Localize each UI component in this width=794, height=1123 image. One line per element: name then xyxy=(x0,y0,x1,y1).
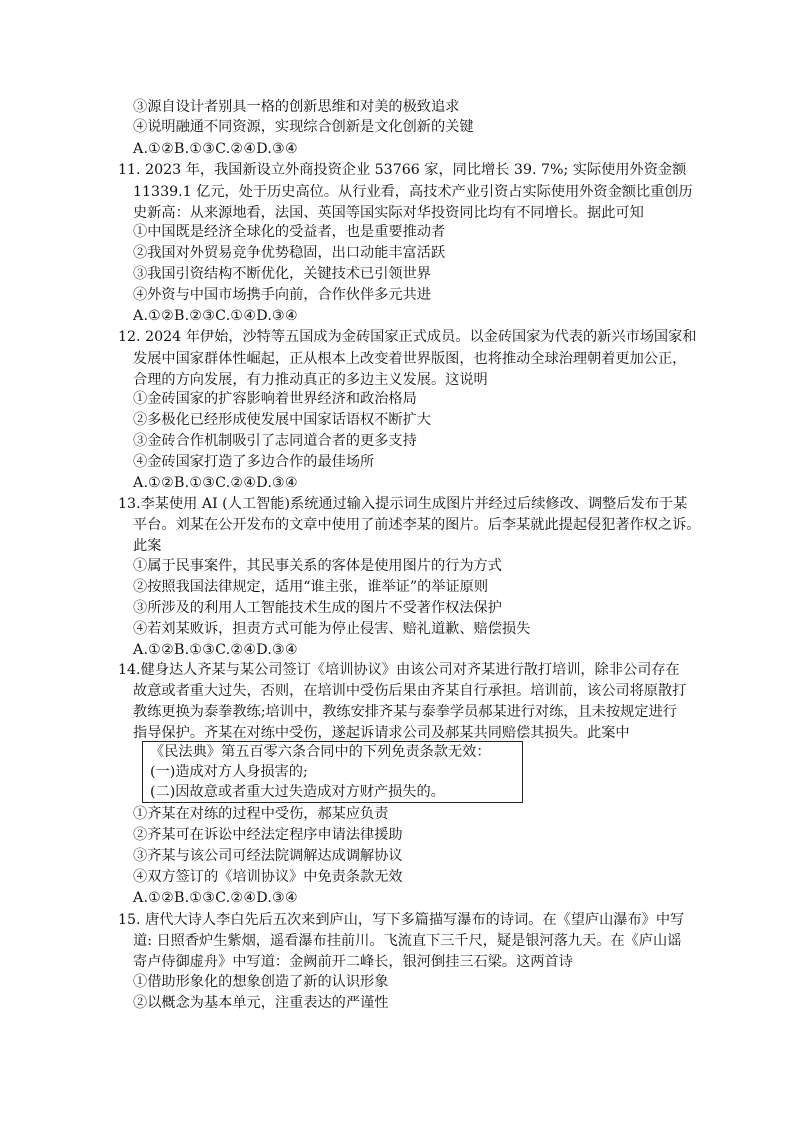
q11-stem-line-1: 11. 2023 年，我国新设立外商投资企业 53766 家，同比增长 39. 7%; 实际使用外资金额 xyxy=(118,162,687,178)
q12-stem-line-1: 12. 2024 年伊始，沙特等五国成为金砖国家正式成员。以金砖国家为代表的新兴市场国家和 xyxy=(118,329,697,345)
q12-option-3: ③金砖合作机制吸引了志同道合者的更多支持 xyxy=(133,433,417,449)
q14-option-3: ③齐某与该公司可经法院调解达成调解协议 xyxy=(133,848,403,864)
q15-option-1: ①借助形象化的想象创造了新的认识形象 xyxy=(133,974,389,990)
q14-answer-choices: A.①②B.①③C.②④D.③④ xyxy=(133,890,298,906)
q14-stem-line-4: 指导保护。齐某在对练中受伤，遂起诉请求公司及郝某共同赔偿其损失。此案中 xyxy=(133,725,630,741)
q11-answer-choices: A.①②B.②③C.①④D.③④ xyxy=(133,308,298,324)
q12-option-1: ①金砖国家的扩容影响着世界经济和政治格局 xyxy=(133,391,417,407)
q12-stem-line-3: 合理的方向发展，有力推动真正的多边主义发展。这说明 xyxy=(133,372,488,388)
q12-answer-choices: A.①②B.①③C.②④D.③④ xyxy=(133,475,298,491)
civil-code-quote-box xyxy=(142,741,523,803)
q13-option-1: ①属于民事案件，其民事关系的客体是使用图片的行为方式 xyxy=(133,558,502,574)
q15-stem-line-2: 道: 日照香炉生紫烟，遥看瀑布挂前川。飞流直下三千尺，疑是银河落九天。在《庐山谣 xyxy=(133,933,682,949)
q11-stem-line-3: 史新高：从来源地看，法国、英国等国实际对华投资同比均有不同增长。据此可知 xyxy=(133,205,644,221)
q13-stem-line-1: 13.李某使用 AI (人工智能)系统通过输入提示词生成图片并经过后续修改、调整后发布于某 xyxy=(118,496,688,512)
q11-option-4: ④外资与中国市场携手向前，合作伙伴多元共进 xyxy=(133,287,431,303)
q14-option-1: ①齐某在对练的过程中受伤，郝某应负责 xyxy=(133,806,389,822)
q13-stem-line-3: 此案 xyxy=(133,538,162,554)
q13-option-4: ④若刘某败诉，担责方式可能为停止侵害、赔礼道歉、赔偿损失 xyxy=(133,621,531,637)
q15-stem-line-1: 15. 唐代大诗人李白先后五次来到庐山，写下多篇描写瀑布的诗词。在《望庐山瀑布》中写 xyxy=(118,912,685,928)
q11-option-3: ③我国引资结构不断优化，关键技术已引领世界 xyxy=(133,266,431,282)
q11-option-1: ①中国既是经济全球化的受益者，也是重要推动者 xyxy=(133,224,446,240)
q15-stem-line-3: 寄卢侍御虚舟》中写道：金阙前开二峰长，银河倒挂三石梁。这两首诗 xyxy=(133,954,573,970)
q15-option-2: ②以概念为基本单元，注重表达的严谨性 xyxy=(133,995,389,1011)
q11-stem-line-2: 11339.1 亿元，处于历史高位。从行业看，高技术产业引资占实际使用外资金额比重创历 xyxy=(133,184,693,200)
q11-option-2: ②我国对外贸易竞争优势稳固，出口动能丰富活跃 xyxy=(133,245,446,261)
q14-option-4: ④双方签订的《培训协议》中免责条款无效 xyxy=(133,869,403,885)
q14-stem-line-2: 故意或者重大过失，否则，在培训中受伤后果由齐某自行承担。培训前，该公司将原散打 xyxy=(133,683,687,699)
q13-option-3: ③所涉及的利用人工智能技术生成的图片不受著作权法保护 xyxy=(133,600,502,616)
q10-option-3: ③源自设计者别具一格的创新思维和对美的极致追求 xyxy=(133,99,460,115)
quote-line-3: (二)因故意或者重大过失造成对方财产损失的。 xyxy=(150,784,445,800)
q14-stem-line-3: 教练更换为泰拳教练;培训中，教练安排齐某与泰拳学员郝某进行对练，且未按规定进行 xyxy=(133,704,677,720)
q12-stem-line-2: 发展中国家群体性崛起，正从根本上改变着世界版图，也将推动全球治理朝着更加公正， xyxy=(133,351,687,367)
q14-option-2: ②齐某可在诉讼中经法定程序申请法律援助 xyxy=(133,827,403,843)
quote-line-1: 《民法典》第五百零六条合同中的下列免责条款无效： xyxy=(150,744,491,760)
q12-option-4: ④金砖国家打造了多边合作的最佳场所 xyxy=(133,454,375,470)
q13-stem-line-2: 平台。刘某在公开发布的文章中使用了前述李某的图片。后李某就此提起侵犯著作权之诉。 xyxy=(133,517,701,533)
q10-answer-choices: A.①②B.①③C.②④D.③④ xyxy=(133,141,298,157)
q12-option-2: ②多极化已经形成使发展中国家话语权不断扩大 xyxy=(133,412,431,428)
q13-answer-choices: A.①②B.①③C.②④D.③④ xyxy=(133,642,298,658)
quote-line-2: (一)造成对方人身损害的; xyxy=(150,764,308,780)
q13-option-2: ②按照我国法律规定，适用“谁主张，谁举证”的举证原则 xyxy=(133,579,489,595)
q14-stem-line-1: 14.健身达人齐某与某公司签订《培训协议》由该公司对齐某进行散打培训，除非公司存在 xyxy=(118,662,680,678)
q10-option-4: ④说明融通不同资源，实现综合创新是文化创新的关键 xyxy=(133,119,474,135)
